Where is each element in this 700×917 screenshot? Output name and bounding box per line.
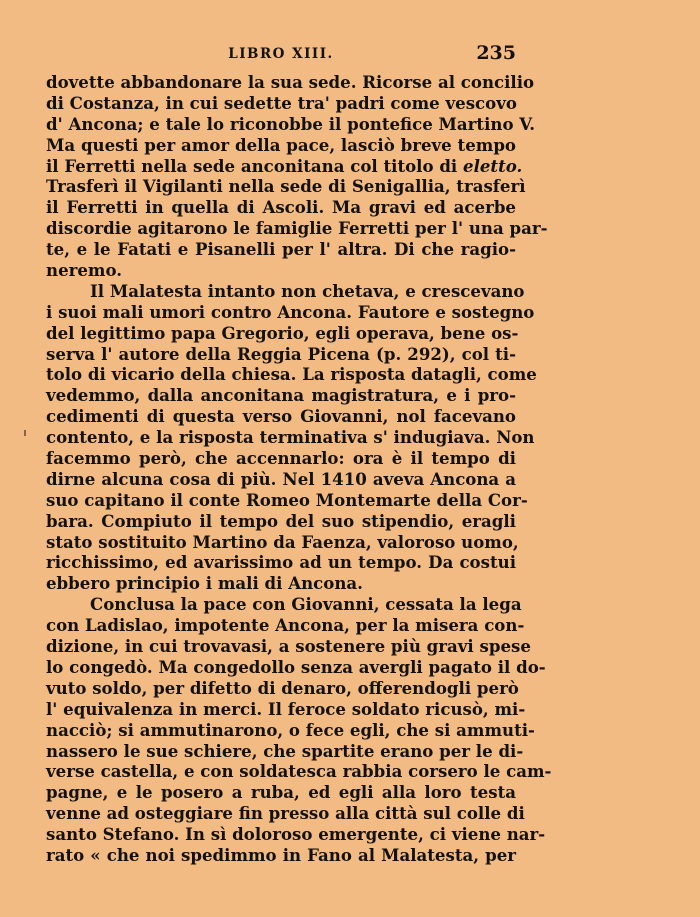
- text-line: pagne, e le posero a ruba, ed egli alla loro testa: [46, 782, 516, 803]
- text-line: con Ladislao, impotente Ancona, per la misera con-: [46, 615, 525, 636]
- text-line: vuto soldo, per difetto di denaro, offerendogli però: [46, 677, 519, 698]
- body-text: [46, 72, 552, 866]
- text-line: bara. Compiuto il tempo del suo stipendio, eragli: [46, 510, 516, 531]
- margin-mark: [24, 430, 26, 436]
- text-line: nacciò; si ammutinarono, o fece egli, che si ammuti-: [46, 719, 535, 740]
- text-line: d' Ancona; e tale lo riconobbe il pontefice Martino V.: [46, 113, 536, 134]
- text-line: verse castella, e con soldatesca rabbia corsero le cam-: [46, 761, 552, 782]
- paragraph-start-line: Conclusa la pace con Giovanni, cessata la lega: [90, 594, 522, 615]
- text-line: cedimenti di questa verso Giovanni, nol facevano: [46, 406, 516, 427]
- text-line: suo capitano il conte Romeo Montemarte della Cor-: [46, 489, 528, 510]
- text-line: Trasferì il Vigilanti nella sede di Senigallia, trasferì: [46, 176, 526, 197]
- chapter-title: LIBRO XIII.: [228, 46, 334, 62]
- text-line: stato sostituito Martino da Faenza, valoroso uomo,: [46, 531, 519, 552]
- text-line: di Costanza, in cui sedette tra' padri come vescovo: [46, 92, 517, 113]
- paragraph-end-line: ebbero principio i mali di Ancona.: [46, 573, 363, 594]
- text-line: te, e le Fatati e Pisanelli per l' altra. Di che ragio-: [46, 239, 516, 260]
- text-line: dizione, in cui trovavasi, a sostenere più gravi spese: [46, 636, 531, 657]
- text-line: serva l' autore della Reggia Picena (p. 292), col ti-: [46, 343, 516, 364]
- text-line: santo Stefano. In sì doloroso emergente, ci viene nar-: [46, 824, 546, 845]
- text-line: nassero le sue schiere, che spartite erano per le di-: [46, 740, 524, 761]
- text-line: lo congedò. Ma congedollo senza avergli pagato il do-: [46, 656, 546, 677]
- text-line: i suoi mali umori contro Ancona. Fautore e sostegno: [46, 301, 535, 322]
- running-head: [46, 42, 516, 66]
- text-line: l' equivalenza in merci. Il feroce soldato ricusò, mi-: [46, 698, 526, 719]
- italic-word: eletto.: [463, 155, 523, 176]
- text-line: discordie agitarono le famiglie Ferretti per l' una par-: [46, 218, 548, 239]
- text-line: il Ferretti in quella di Ascoli. Ma gravi ed acerbe: [46, 197, 516, 218]
- paragraph-start-line: Il Malatesta intanto non chetava, e crescevano: [90, 280, 525, 301]
- text-line: contento, e la risposta terminativa s' indugiava. Non: [46, 427, 535, 448]
- text-line: del legittimo papa Gregorio, egli operava, bene os-: [46, 322, 519, 343]
- page-number: 235: [476, 42, 516, 64]
- text-line: venne ad osteggiare fin presso alla città sul colle di: [46, 803, 525, 824]
- text-line: vedemmo, dalla anconitana magistratura, e i pro-: [46, 385, 516, 406]
- text-line: ricchissimo, ed avarissimo ad un tempo. Da costui: [46, 552, 516, 573]
- text-line: tolo di vicario della chiesa. La risposta datagli, come: [46, 364, 537, 385]
- text-line: facemmo però, che accennarlo: ora è il tempo di: [46, 448, 516, 469]
- text-line: dirne alcuna cosa di più. Nel 1410 aveva Ancona a: [46, 468, 516, 489]
- text-line: rato « che noi spedimmo in Fano al Malatesta, per: [46, 844, 516, 865]
- text-line-with-italic: il Ferretti nella sede anconitana col titolo di eletto.: [46, 155, 523, 176]
- paragraph-end-line: neremo.: [46, 260, 123, 281]
- text-line: Ma questi per amor della pace, lasciò breve tempo: [46, 134, 516, 155]
- text-line: dovette abbandonare la sua sede. Ricorse al concilio: [46, 72, 535, 92]
